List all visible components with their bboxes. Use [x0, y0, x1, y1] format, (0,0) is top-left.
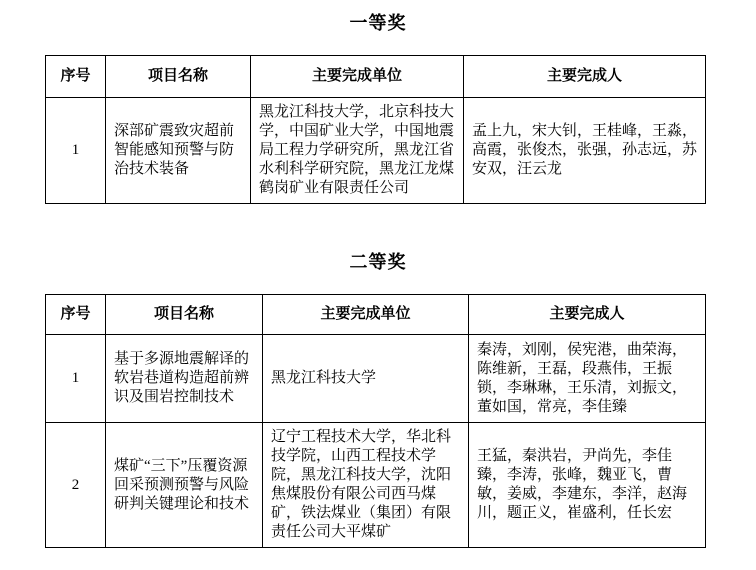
table-header-row — [46, 295, 706, 335]
header-cell-units: 主要完成单位 — [263, 295, 469, 335]
header-cell-index: 序号 — [46, 295, 106, 335]
first-prize-table — [45, 55, 706, 204]
header-cell-index: 序号 — [46, 56, 106, 98]
header-cell-people: 主要完成人 — [469, 295, 706, 335]
header-cell-project: 项目名称 — [106, 295, 263, 335]
table-row — [46, 98, 706, 204]
cell-completing-units: 辽宁工程技术大学，华北科技学院，山西工程技术学院，黑龙江科技大学，沈阳焦煤股份有限公司西马煤矿，铁法煤业（集团）有限责任公司大平煤矿 — [263, 423, 469, 548]
cell-completing-people: 秦涛，刘刚，侯宪港，曲荣海，陈维新，王磊，段燕伟，王振锁，李琳琳，王乐清，刘振文，董如国，常亮，李佳臻 — [469, 335, 706, 423]
cell-project-name: 基于多源地震解译的软岩巷道构造超前辨识及围岩控制技术 — [106, 335, 263, 423]
cell-project-name: 深部矿震致灾超前智能感知预警与防治技术装备 — [106, 98, 251, 204]
table-row — [46, 335, 706, 423]
cell-completing-people: 孟上九，宋大钊，王桂峰，王淼，高霞，张俊杰，张强，孙志远，苏安双，汪云龙 — [464, 98, 706, 204]
table-row — [46, 423, 706, 548]
cell-completing-units: 黑龙江科技大学，北京科技大学，中国矿业大学，中国地震局工程力学研究所，黑龙江省水利科学研究院，黑龙江龙煤鹤岗矿业有限责任公司 — [251, 98, 464, 204]
cell-completing-units: 黑龙江科技大学 — [263, 335, 469, 423]
cell-index: 1 — [46, 335, 106, 423]
cell-project-name: 煤矿“三下”压覆资源回采预测预警与风险研判关键理论和技术 — [106, 423, 263, 548]
second-prize-table — [45, 294, 706, 548]
header-cell-people: 主要完成人 — [464, 56, 706, 98]
header-cell-units: 主要完成单位 — [251, 56, 464, 98]
header-cell-project: 项目名称 — [106, 56, 251, 98]
cell-completing-people: 王猛，秦洪岩，尹尚先，李佳臻，李涛，张峰，魏亚飞，曹敏，姜威，李建东，李洋，赵海川，题正义，崔盛利，任长宏 — [469, 423, 706, 548]
cell-index: 2 — [46, 423, 106, 548]
table-header-row — [46, 56, 706, 98]
cell-index: 1 — [46, 98, 106, 204]
first-prize-title: 一等奖 — [349, 13, 407, 33]
second-prize-title: 二等奖 — [349, 252, 407, 272]
